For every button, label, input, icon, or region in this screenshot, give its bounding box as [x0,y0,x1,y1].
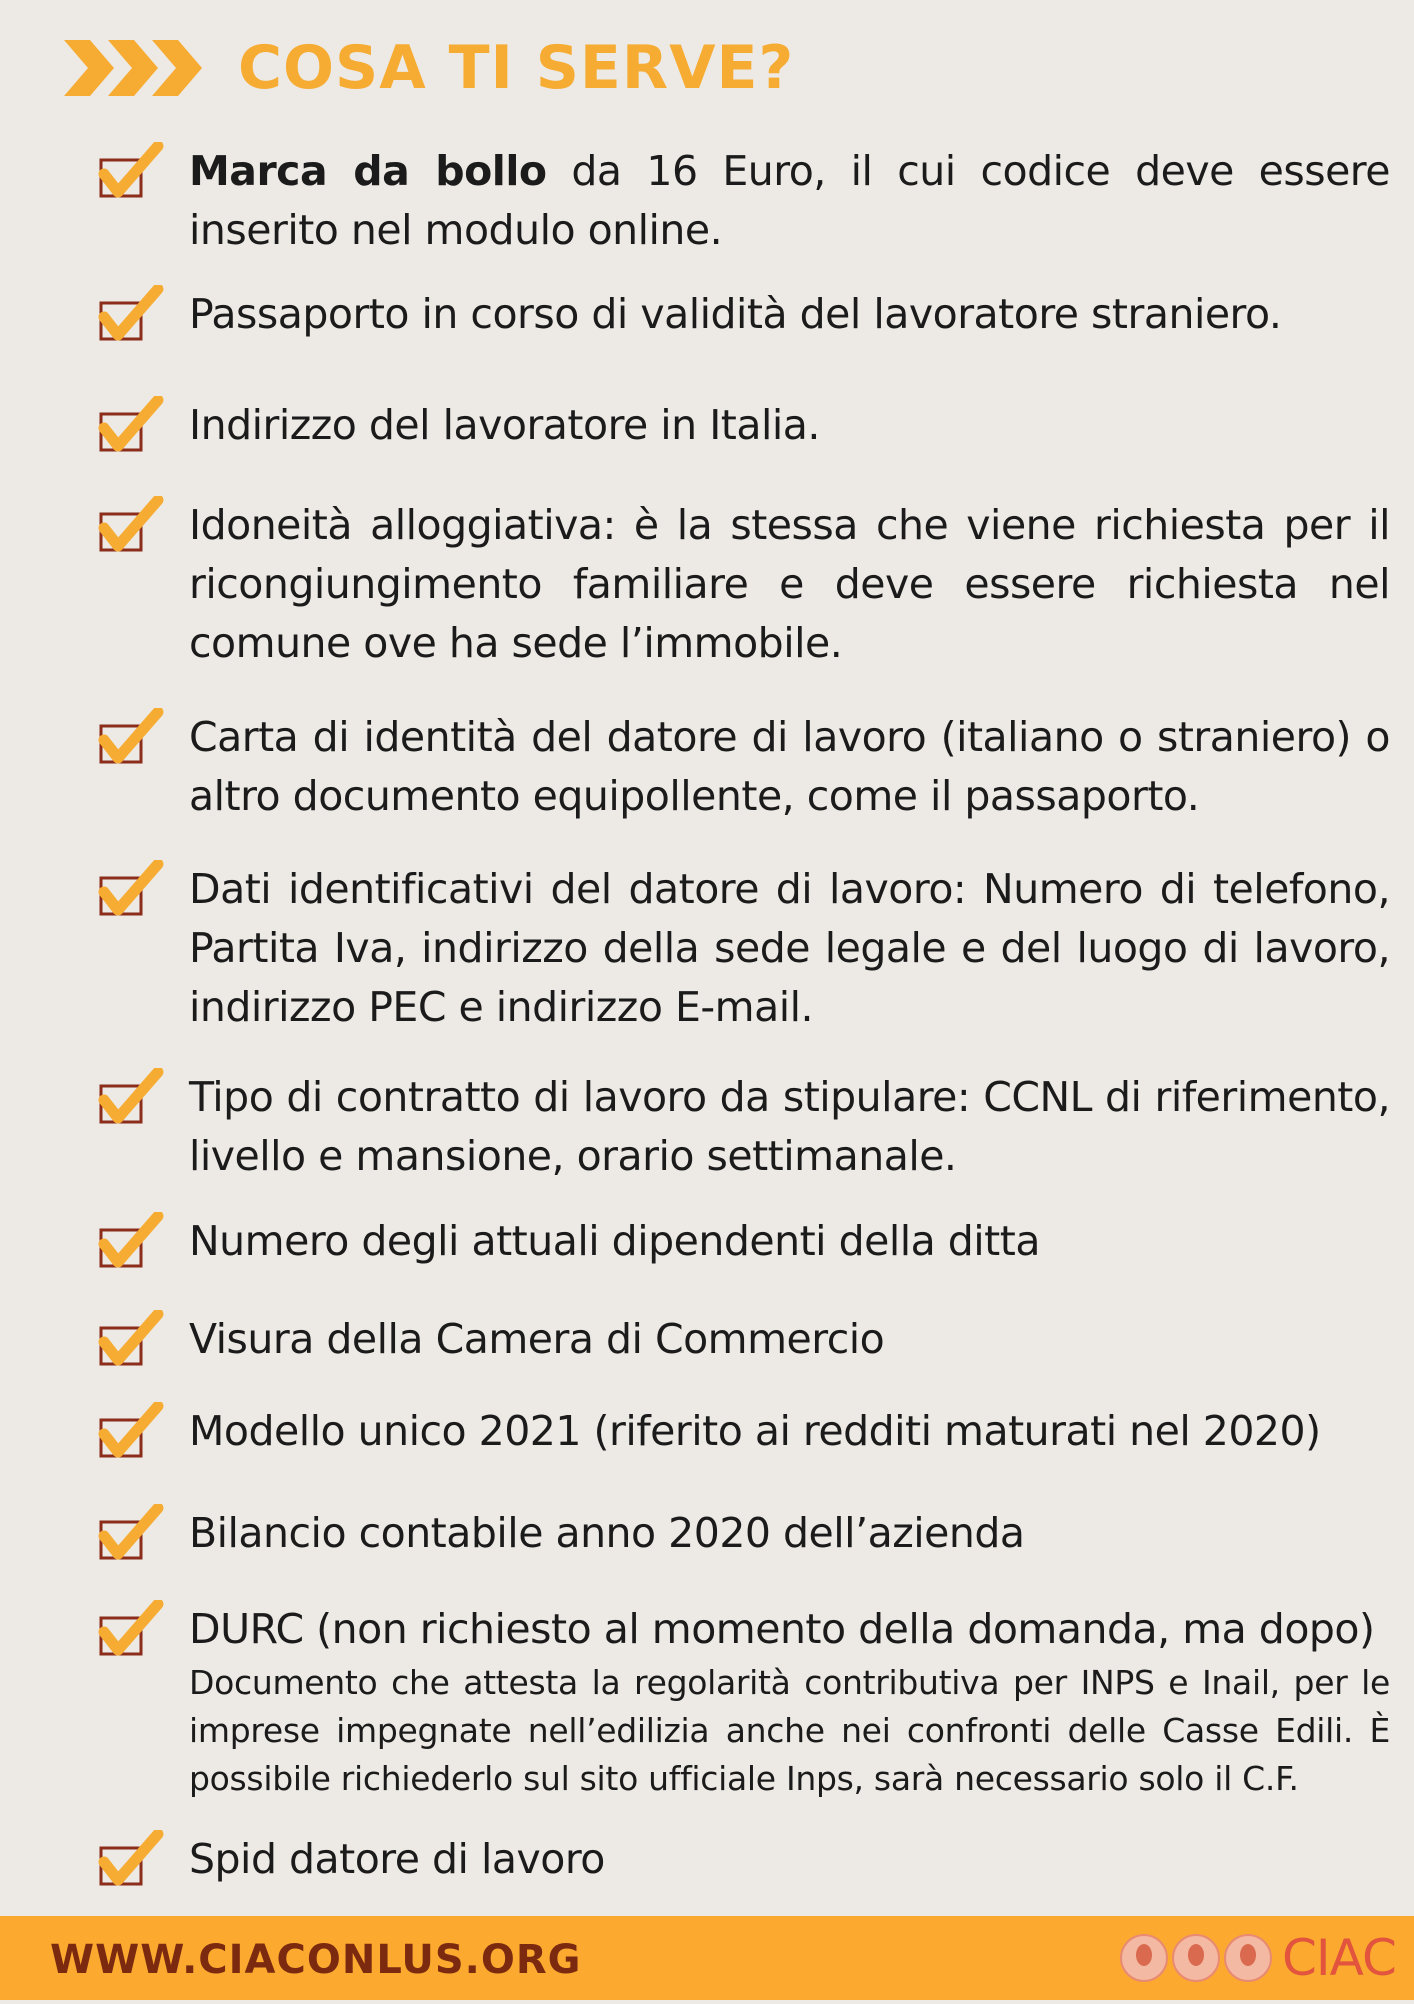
logo-face-icon [1120,1934,1168,1982]
checkbox-checked-icon [96,1212,166,1276]
item-bold: Marca da bollo [189,147,547,195]
checkbox-checked-icon [96,1600,166,1664]
checkbox-checked-icon [96,285,166,349]
item-text [189,142,1390,260]
item-text: Tipo di contratto di lavoro da stipulare: CCNL di riferimento, livello e mansione, orario settimanale. [189,1073,1390,1180]
checkbox-checked-icon [96,142,166,206]
logo-text: CIAC [1282,1929,1396,1987]
item-text: Indirizzo del lavoratore in Italia. [189,401,820,449]
item-text: Passaporto in corso di validità del lavoratore straniero. [189,290,1282,338]
checkbox-checked-icon [96,1830,166,1894]
checkbox-checked-icon [96,1402,166,1466]
page-title: COSA TI SERVE? [238,33,795,103]
footer [0,1916,1414,2000]
item-text: Visura della Camera di Commercio [189,1315,885,1363]
checkbox-checked-icon [96,860,166,924]
item-body: DURC (non richiesto al momento della domanda, ma dopo) [189,1605,1375,1653]
item-text: Dati identificativi del datore di lavoro: Numero di telefono, Partita Iva, indirizzo della sede legale e del luogo di lavoro, indirizzo PEC e indirizzo E-mail. [189,865,1390,1031]
item-body: da 16 Euro, il cui codice deve essere inserito nel modulo online. [189,147,1390,254]
checkbox-checked-icon [96,396,166,460]
item-text: Carta di identità del datore di lavoro (italiano o straniero) o altro documento equipollente, come il passaporto. [189,713,1390,820]
item-text: Modello unico 2021 (riferito ai redditi maturati nel 2020) [189,1407,1321,1455]
item-text: Bilancio contabile anno 2020 dell’azienda [189,1509,1025,1557]
website-link[interactable]: WWW.CIACONLUS.ORG [50,1937,582,1983]
checkbox-checked-icon [96,1504,166,1568]
item-text: Spid datore di lavoro [189,1835,605,1883]
checkbox-checked-icon [96,1310,166,1374]
checkbox-checked-icon [96,1068,166,1132]
ciac-logo [1120,1930,1396,1986]
chevrons-icon [64,36,204,100]
item-text: Numero degli attuali dipendenti della ditta [189,1217,1040,1265]
item-text: Idoneità alloggiativa: è la stessa che viene richiesta per il ricongiungimento familiare e deve essere richiesta nel comune ove ha sede l’immobile. [189,501,1390,667]
item-subtext: Documento che attesta la regolarità contributiva per INPS e Inail, per le imprese impegnate nell’edilizia anche nei confronti delle Casse Edili. È possibile richiederlo sul sito ufficiale Inps, sarà necessario solo il C.F. [189,1663,1390,1798]
logo-face-icon [1172,1934,1220,1982]
item-text [189,1600,1390,1803]
checkbox-checked-icon [96,496,166,560]
logo-face-icon [1224,1934,1272,1982]
checkbox-checked-icon [96,708,166,772]
header [64,28,794,108]
